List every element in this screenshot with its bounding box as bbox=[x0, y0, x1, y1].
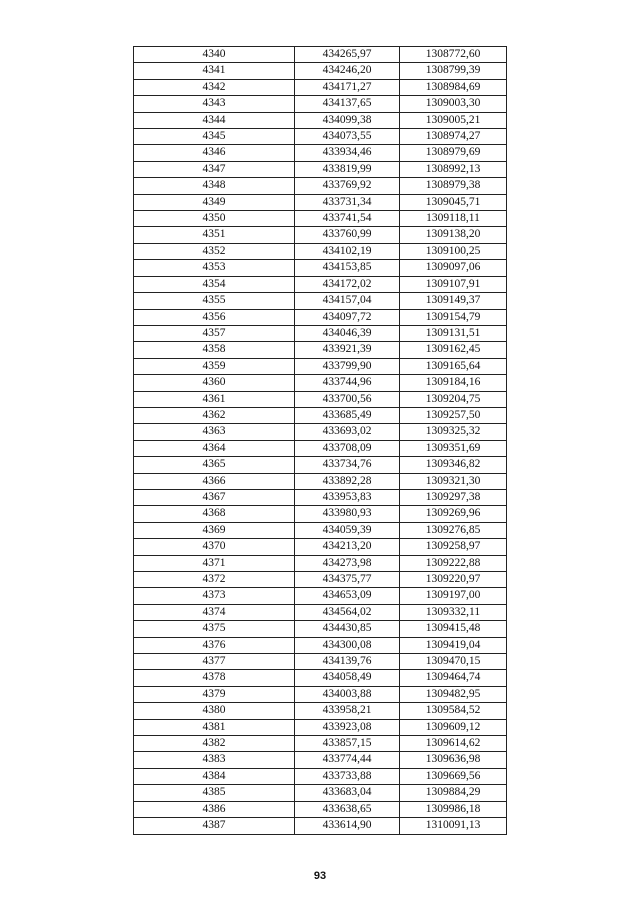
point-number-cell: 4358 bbox=[134, 342, 295, 358]
y-coordinate-cell: 1309470,15 bbox=[400, 654, 507, 670]
y-coordinate-cell: 1308979,38 bbox=[400, 178, 507, 194]
point-number-cell: 4367 bbox=[134, 489, 295, 505]
x-coordinate-cell: 434171,27 bbox=[295, 79, 400, 95]
table-row bbox=[134, 211, 507, 227]
x-coordinate-cell: 434097,72 bbox=[295, 309, 400, 325]
x-coordinate-cell: 434073,55 bbox=[295, 129, 400, 145]
table-row bbox=[134, 785, 507, 801]
table-row bbox=[134, 194, 507, 210]
y-coordinate-cell: 1309614,62 bbox=[400, 736, 507, 752]
y-coordinate-cell: 1309351,69 bbox=[400, 440, 507, 456]
x-coordinate-cell: 433685,49 bbox=[295, 407, 400, 423]
x-coordinate-cell: 433731,34 bbox=[295, 194, 400, 210]
point-number-cell: 4355 bbox=[134, 293, 295, 309]
point-number-cell: 4362 bbox=[134, 407, 295, 423]
point-number-cell: 4363 bbox=[134, 424, 295, 440]
x-coordinate-cell: 433892,28 bbox=[295, 473, 400, 489]
table-row bbox=[134, 555, 507, 571]
table-row bbox=[134, 161, 507, 177]
y-coordinate-cell: 1308984,69 bbox=[400, 79, 507, 95]
y-coordinate-cell: 1309346,82 bbox=[400, 457, 507, 473]
y-coordinate-cell: 1309045,71 bbox=[400, 194, 507, 210]
point-number-cell: 4341 bbox=[134, 63, 295, 79]
x-coordinate-cell: 434375,77 bbox=[295, 572, 400, 588]
table-row bbox=[134, 260, 507, 276]
table-row bbox=[134, 736, 507, 752]
point-number-cell: 4353 bbox=[134, 260, 295, 276]
x-coordinate-cell: 433953,83 bbox=[295, 489, 400, 505]
y-coordinate-cell: 1309609,12 bbox=[400, 719, 507, 735]
point-number-cell: 4371 bbox=[134, 555, 295, 571]
table-row bbox=[134, 145, 507, 161]
y-coordinate-cell: 1309986,18 bbox=[400, 801, 507, 817]
table-row bbox=[134, 112, 507, 128]
x-coordinate-cell: 433958,21 bbox=[295, 703, 400, 719]
y-coordinate-cell: 1308979,69 bbox=[400, 145, 507, 161]
y-coordinate-cell: 1309197,00 bbox=[400, 588, 507, 604]
x-coordinate-cell: 434102,19 bbox=[295, 243, 400, 259]
x-coordinate-cell: 434213,20 bbox=[295, 539, 400, 555]
table-row bbox=[134, 522, 507, 538]
table-row bbox=[134, 506, 507, 522]
x-coordinate-cell: 433934,46 bbox=[295, 145, 400, 161]
table-row bbox=[134, 63, 507, 79]
page-number: 93 bbox=[313, 870, 327, 882]
x-coordinate-cell: 433769,92 bbox=[295, 178, 400, 194]
point-number-cell: 4342 bbox=[134, 79, 295, 95]
x-coordinate-cell: 434265,97 bbox=[295, 47, 400, 63]
coordinates-table-body bbox=[134, 47, 507, 835]
table-row bbox=[134, 440, 507, 456]
table-row bbox=[134, 358, 507, 374]
x-coordinate-cell: 434273,98 bbox=[295, 555, 400, 571]
y-coordinate-cell: 1309162,45 bbox=[400, 342, 507, 358]
y-coordinate-cell: 1309419,04 bbox=[400, 637, 507, 653]
point-number-cell: 4370 bbox=[134, 539, 295, 555]
y-coordinate-cell: 1308974,27 bbox=[400, 129, 507, 145]
table-row bbox=[134, 375, 507, 391]
table-row bbox=[134, 129, 507, 145]
table-row bbox=[134, 47, 507, 63]
x-coordinate-cell: 433733,88 bbox=[295, 768, 400, 784]
x-coordinate-cell: 433819,99 bbox=[295, 161, 400, 177]
point-number-cell: 4356 bbox=[134, 309, 295, 325]
x-coordinate-cell: 433683,04 bbox=[295, 785, 400, 801]
x-coordinate-cell: 433734,76 bbox=[295, 457, 400, 473]
y-coordinate-cell: 1309107,91 bbox=[400, 276, 507, 292]
table-row bbox=[134, 243, 507, 259]
point-number-cell: 4374 bbox=[134, 604, 295, 620]
point-number-cell: 4378 bbox=[134, 670, 295, 686]
y-coordinate-cell: 1309332,11 bbox=[400, 604, 507, 620]
x-coordinate-cell: 433744,96 bbox=[295, 375, 400, 391]
x-coordinate-cell: 434058,49 bbox=[295, 670, 400, 686]
x-coordinate-cell: 434564,02 bbox=[295, 604, 400, 620]
x-coordinate-cell: 433799,90 bbox=[295, 358, 400, 374]
table-row bbox=[134, 457, 507, 473]
table-row bbox=[134, 342, 507, 358]
y-coordinate-cell: 1309321,30 bbox=[400, 473, 507, 489]
x-coordinate-cell: 434153,85 bbox=[295, 260, 400, 276]
y-coordinate-cell: 1309005,21 bbox=[400, 112, 507, 128]
y-coordinate-cell: 1309097,06 bbox=[400, 260, 507, 276]
x-coordinate-cell: 434157,04 bbox=[295, 293, 400, 309]
table-row bbox=[134, 178, 507, 194]
y-coordinate-cell: 1308799,39 bbox=[400, 63, 507, 79]
x-coordinate-cell: 434246,20 bbox=[295, 63, 400, 79]
point-number-cell: 4343 bbox=[134, 96, 295, 112]
table-row bbox=[134, 309, 507, 325]
table-row bbox=[134, 654, 507, 670]
y-coordinate-cell: 1309482,95 bbox=[400, 686, 507, 702]
point-number-cell: 4381 bbox=[134, 719, 295, 735]
y-coordinate-cell: 1309204,75 bbox=[400, 391, 507, 407]
y-coordinate-cell: 1309415,48 bbox=[400, 621, 507, 637]
y-coordinate-cell: 1309184,16 bbox=[400, 375, 507, 391]
table-row bbox=[134, 572, 507, 588]
x-coordinate-cell: 433614,90 bbox=[295, 818, 400, 834]
y-coordinate-cell: 1309118,11 bbox=[400, 211, 507, 227]
table-row bbox=[134, 391, 507, 407]
point-number-cell: 4354 bbox=[134, 276, 295, 292]
point-number-cell: 4340 bbox=[134, 47, 295, 63]
point-number-cell: 4369 bbox=[134, 522, 295, 538]
table-row bbox=[134, 227, 507, 243]
table-row bbox=[134, 293, 507, 309]
y-coordinate-cell: 1310091,13 bbox=[400, 818, 507, 834]
y-coordinate-cell: 1309884,29 bbox=[400, 785, 507, 801]
point-number-cell: 4346 bbox=[134, 145, 295, 161]
x-coordinate-cell: 434003,88 bbox=[295, 686, 400, 702]
table-row bbox=[134, 621, 507, 637]
y-coordinate-cell: 1309636,98 bbox=[400, 752, 507, 768]
x-coordinate-cell: 433774,44 bbox=[295, 752, 400, 768]
table-row bbox=[134, 719, 507, 735]
y-coordinate-cell: 1309669,56 bbox=[400, 768, 507, 784]
x-coordinate-cell: 434046,39 bbox=[295, 325, 400, 341]
point-number-cell: 4372 bbox=[134, 572, 295, 588]
y-coordinate-cell: 1309325,32 bbox=[400, 424, 507, 440]
x-coordinate-cell: 434300,08 bbox=[295, 637, 400, 653]
table-row bbox=[134, 637, 507, 653]
x-coordinate-cell: 433638,65 bbox=[295, 801, 400, 817]
point-number-cell: 4357 bbox=[134, 325, 295, 341]
table-row bbox=[134, 588, 507, 604]
x-coordinate-cell: 433923,08 bbox=[295, 719, 400, 735]
x-coordinate-cell: 434099,38 bbox=[295, 112, 400, 128]
table-row bbox=[134, 768, 507, 784]
point-number-cell: 4365 bbox=[134, 457, 295, 473]
point-number-cell: 4380 bbox=[134, 703, 295, 719]
y-coordinate-cell: 1309258,97 bbox=[400, 539, 507, 555]
point-number-cell: 4384 bbox=[134, 768, 295, 784]
point-number-cell: 4345 bbox=[134, 129, 295, 145]
table-row bbox=[134, 424, 507, 440]
y-coordinate-cell: 1309149,37 bbox=[400, 293, 507, 309]
table-row bbox=[134, 539, 507, 555]
x-coordinate-cell: 433700,56 bbox=[295, 391, 400, 407]
table-row bbox=[134, 473, 507, 489]
point-number-cell: 4361 bbox=[134, 391, 295, 407]
x-coordinate-cell: 434172,02 bbox=[295, 276, 400, 292]
x-coordinate-cell: 433708,09 bbox=[295, 440, 400, 456]
x-coordinate-cell: 433980,93 bbox=[295, 506, 400, 522]
table-row bbox=[134, 407, 507, 423]
x-coordinate-cell: 434137,65 bbox=[295, 96, 400, 112]
y-coordinate-cell: 1308772,60 bbox=[400, 47, 507, 63]
y-coordinate-cell: 1309220,97 bbox=[400, 572, 507, 588]
point-number-cell: 4364 bbox=[134, 440, 295, 456]
table-row bbox=[134, 96, 507, 112]
y-coordinate-cell: 1309003,30 bbox=[400, 96, 507, 112]
y-coordinate-cell: 1309131,51 bbox=[400, 325, 507, 341]
point-number-cell: 4385 bbox=[134, 785, 295, 801]
table-row bbox=[134, 703, 507, 719]
x-coordinate-cell: 434139,76 bbox=[295, 654, 400, 670]
point-number-cell: 4348 bbox=[134, 178, 295, 194]
table-row bbox=[134, 325, 507, 341]
coordinates-table bbox=[133, 46, 507, 835]
y-coordinate-cell: 1308992,13 bbox=[400, 161, 507, 177]
y-coordinate-cell: 1309222,88 bbox=[400, 555, 507, 571]
y-coordinate-cell: 1309100,25 bbox=[400, 243, 507, 259]
point-number-cell: 4359 bbox=[134, 358, 295, 374]
point-number-cell: 4386 bbox=[134, 801, 295, 817]
point-number-cell: 4352 bbox=[134, 243, 295, 259]
x-coordinate-cell: 433693,02 bbox=[295, 424, 400, 440]
point-number-cell: 4387 bbox=[134, 818, 295, 834]
table-row bbox=[134, 79, 507, 95]
y-coordinate-cell: 1309584,52 bbox=[400, 703, 507, 719]
table-row bbox=[134, 818, 507, 834]
point-number-cell: 4368 bbox=[134, 506, 295, 522]
x-coordinate-cell: 433857,15 bbox=[295, 736, 400, 752]
table-row bbox=[134, 686, 507, 702]
table-row bbox=[134, 670, 507, 686]
point-number-cell: 4360 bbox=[134, 375, 295, 391]
point-number-cell: 4349 bbox=[134, 194, 295, 210]
x-coordinate-cell: 433741,54 bbox=[295, 211, 400, 227]
point-number-cell: 4377 bbox=[134, 654, 295, 670]
table-row bbox=[134, 489, 507, 505]
y-coordinate-cell: 1309297,38 bbox=[400, 489, 507, 505]
point-number-cell: 4382 bbox=[134, 736, 295, 752]
point-number-cell: 4344 bbox=[134, 112, 295, 128]
point-number-cell: 4350 bbox=[134, 211, 295, 227]
table-row bbox=[134, 752, 507, 768]
point-number-cell: 4375 bbox=[134, 621, 295, 637]
table-row bbox=[134, 276, 507, 292]
x-coordinate-cell: 434430,85 bbox=[295, 621, 400, 637]
table-row bbox=[134, 801, 507, 817]
y-coordinate-cell: 1309154,79 bbox=[400, 309, 507, 325]
y-coordinate-cell: 1309464,74 bbox=[400, 670, 507, 686]
x-coordinate-cell: 434059,39 bbox=[295, 522, 400, 538]
y-coordinate-cell: 1309165,64 bbox=[400, 358, 507, 374]
x-coordinate-cell: 433921,39 bbox=[295, 342, 400, 358]
x-coordinate-cell: 433760,99 bbox=[295, 227, 400, 243]
y-coordinate-cell: 1309138,20 bbox=[400, 227, 507, 243]
point-number-cell: 4351 bbox=[134, 227, 295, 243]
point-number-cell: 4383 bbox=[134, 752, 295, 768]
y-coordinate-cell: 1309269,96 bbox=[400, 506, 507, 522]
point-number-cell: 4366 bbox=[134, 473, 295, 489]
point-number-cell: 4376 bbox=[134, 637, 295, 653]
y-coordinate-cell: 1309276,85 bbox=[400, 522, 507, 538]
x-coordinate-cell: 434653,09 bbox=[295, 588, 400, 604]
point-number-cell: 4373 bbox=[134, 588, 295, 604]
point-number-cell: 4379 bbox=[134, 686, 295, 702]
table-row bbox=[134, 604, 507, 620]
point-number-cell: 4347 bbox=[134, 161, 295, 177]
y-coordinate-cell: 1309257,50 bbox=[400, 407, 507, 423]
